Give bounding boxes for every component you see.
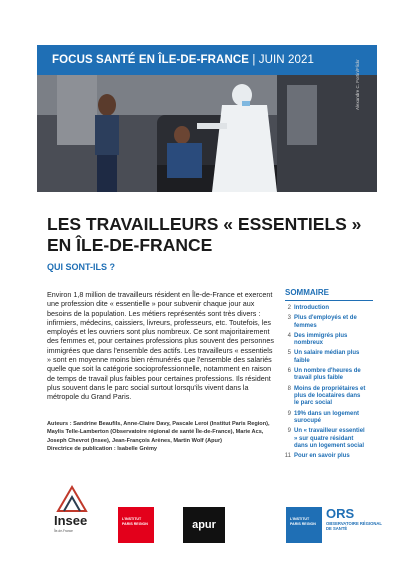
ors-name: ORS xyxy=(326,506,355,521)
sommaire-title: SOMMAIRE xyxy=(285,288,329,297)
sommaire-label: Un « travailleur essentiel » sur quatre résidant dans un logement social xyxy=(294,428,365,450)
insee-logo xyxy=(52,485,104,547)
sommaire-page: 8 xyxy=(287,385,291,392)
insee-mark-icon xyxy=(52,485,92,513)
sommaire-label: Plus d'employés et de femmes xyxy=(294,315,357,329)
covid-testing-photo xyxy=(37,75,377,192)
page-title xyxy=(47,214,367,256)
sommaire-item[interactable] xyxy=(280,315,380,330)
sommaire-item[interactable] xyxy=(280,411,380,426)
sommaire-divider xyxy=(285,300,373,301)
sommaire-label: Moins de propriétaires et plus de locataires dans le parc social xyxy=(294,385,366,407)
institut-paris-region-logo-2: L'INSTITUT PARIS REGION xyxy=(286,507,322,543)
sommaire-label: Pour en savoir plus xyxy=(294,453,350,460)
insee-name: Insee xyxy=(54,513,88,528)
title-line-2: EN ÎLE-DE-FRANCE xyxy=(47,235,213,255)
header-title: FOCUS SANTÉ EN ÎLE-DE-FRANCE xyxy=(52,54,250,66)
sommaire-page: 9 xyxy=(287,410,291,417)
photo-credit: Alexandre C. Fortin/Flickr xyxy=(355,59,360,110)
authors-text: Auteurs : Sandrine Beaufils, Anne-Claire Davy, Pascale Leroi (Institut Paris Region), Maylis Telle-Lamberton (Observatoire régional de santé Île-de-France), Marie Acs, Joseph Chevrot (Insee), Jean-François Arènes, Martin Wolf (Apur) xyxy=(47,421,270,444)
institut-paris-region-logo: L'INSTITUT PARIS REGION xyxy=(118,507,154,543)
sommaire-item[interactable] xyxy=(280,333,380,348)
sommaire-page: 6 xyxy=(287,368,291,375)
sommaire-page: 4 xyxy=(287,332,291,339)
title-line-1: LES TRAVAILLEURS « ESSENTIELS » xyxy=(47,214,362,234)
sommaire-item[interactable] xyxy=(280,453,380,460)
sommaire-label: Un nombre d'heures de travail plus faible xyxy=(294,368,361,382)
insee-sub: Île-de-France xyxy=(54,529,73,533)
authors-block xyxy=(47,420,275,453)
sommaire-page: 5 xyxy=(287,350,291,357)
table-of-contents xyxy=(280,288,380,463)
header-date: JUIN 2021 xyxy=(258,54,314,66)
header-band xyxy=(37,45,377,75)
ors-sub: OBSERVATOIRE RÉGIONAL DE SANTÉ xyxy=(326,521,382,531)
sommaire-page: 2 xyxy=(287,305,291,311)
sommaire-item[interactable] xyxy=(280,350,380,365)
publication-director: Directrice de publication : Isabelle Grémy xyxy=(47,445,158,452)
apur-logo: apur xyxy=(183,507,225,543)
ors-logo xyxy=(326,507,386,543)
sommaire-item[interactable] xyxy=(280,305,380,312)
sommaire-list xyxy=(280,305,380,461)
sommaire-label: Introduction xyxy=(294,305,329,311)
header-separator: | xyxy=(252,54,256,66)
sommaire-page: 9 xyxy=(287,428,291,435)
sommaire-page: 11 xyxy=(284,453,291,460)
sommaire-item[interactable] xyxy=(280,368,380,383)
sommaire-item[interactable] xyxy=(280,428,380,450)
intro-paragraph: Environ 1,8 million de travailleurs résident en Île-de-France et exercent une profession dite « essentielle » pour subvenir chaque jour aux besoins de la population. Les métiers représentés sont très divers : infirmiers, médecins, caissiers, livreurs, professeurs, etc. Toutefois, les employés et les ouvriers sont plus nombreux. Ce sont majoritairement des femmes et, pour certaines professions plus souvent des personnes immigrées que dans l'ensemble des actifs. Les travailleurs « essentiels » sont en moyenne moins bien rémunérés que l'ensemble des salariés quelle que soit la catégorie socioprofessionnelle, notamment en raison de temps de travail plus faibles pour certaines professions. Ils résident plus souvent dans le parc social surtout lorsqu'ils vivent dans la métropole du Grand Paris. xyxy=(47,290,274,402)
cover-photo xyxy=(37,75,377,192)
sommaire-label: Un salaire médian plus faible xyxy=(294,350,360,364)
partner-logos xyxy=(0,485,400,555)
sommaire-label: 19% dans un logement surocupé xyxy=(294,410,360,425)
page-subtitle: QUI SONT-ILS ? xyxy=(47,262,116,272)
sommaire-page: 3 xyxy=(287,315,291,322)
sommaire-item[interactable] xyxy=(280,386,380,408)
sommaire-label: Des immigrés plus nombreux xyxy=(294,332,348,347)
